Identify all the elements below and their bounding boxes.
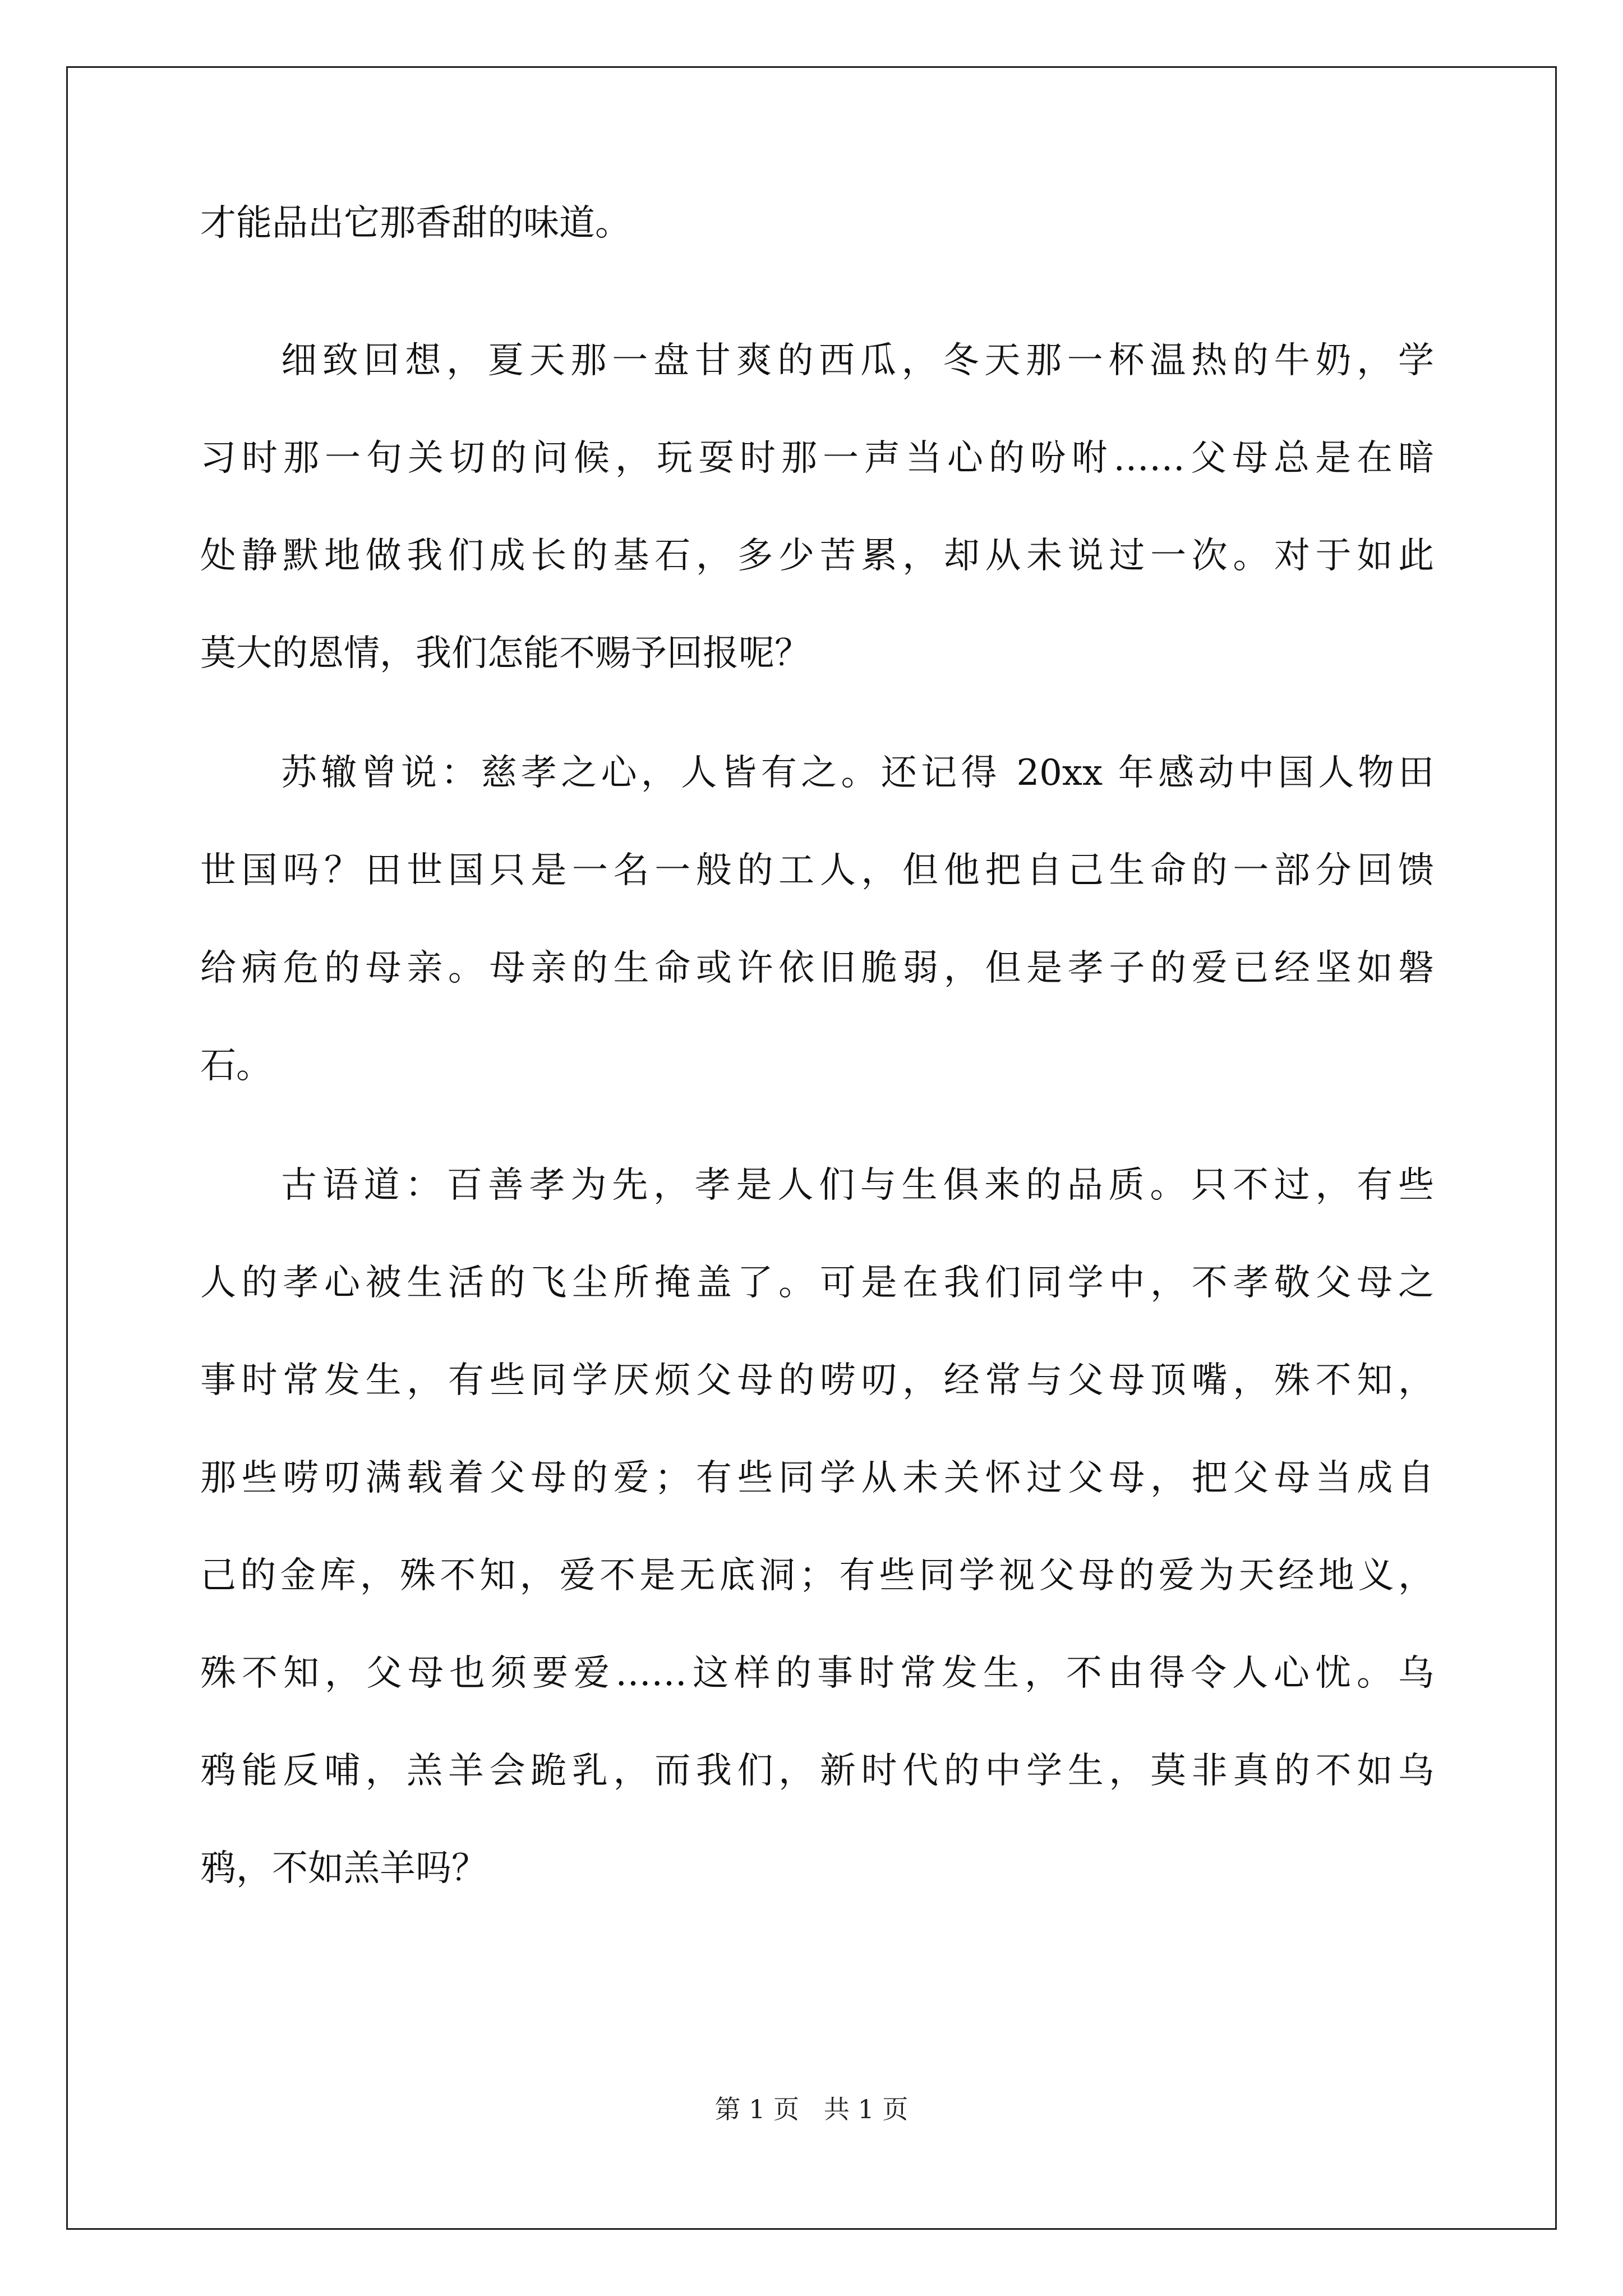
text-line: 细致回想，夏天那一盘甘爽的西瓜，冬天那一杯温热的牛奶，学 [281, 340, 1434, 381]
text-line: 殊不知，父母也须要爱……这样的事时常发生，不由得令人心忧。乌 [200, 1653, 1434, 1694]
text-line: 处静默地做我们成长的基石，多少苦累，却从未说过一次。对于如此 [200, 535, 1434, 577]
text-line: 古语道：百善孝为先，孝是人们与生俱来的品质。只不过，有些 [281, 1165, 1434, 1206]
text-line: 给病危的母亲。母亲的生命或许依旧脆弱，但是孝子的爱已经坚如磐 [200, 947, 1434, 989]
page-number-footer: 第 1 页 共 1 页 [714, 2094, 909, 2124]
text-line: 才能品出它那香甜的味道。 [200, 203, 631, 244]
text-line: 鸦能反哺，羔羊会跪乳，而我们，新时代的中学生，莫非真的不如乌 [200, 1750, 1434, 1792]
page-border [66, 66, 1557, 2230]
text-line: 事时常发生，有些同学厌烦父母的唠叨，经常与父母顶嘴，殊不知， [200, 1360, 1434, 1401]
text-line: 习时那一句关切的问候，玩耍时那一声当心的吩咐……父母总是在暗 [200, 438, 1434, 479]
text-line: 人的孝心被生活的飞尘所掩盖了。可是在我们同学中，不孝敬父母之 [200, 1262, 1434, 1304]
text-line: 己的金库，殊不知，爱不是无底洞；有些同学视父母的爱为天经地义， [200, 1555, 1434, 1596]
text-line: 莫大的恩情，我们怎能不赐予回报呢？ [200, 633, 810, 674]
text-line: 鸦，不如羔羊吗？ [200, 1848, 487, 1889]
text-line: 世国吗？田世国只是一名一般的工人，但他把自己生命的一部分回馈 [200, 850, 1434, 891]
text-line: 苏辙曾说：慈孝之心，人皆有之。还记得 20xx 年感动中国人物田 [281, 752, 1434, 794]
text-line: 那些唠叨满载着父母的爱；有些同学从未关怀过父母，把父母当成自 [200, 1457, 1434, 1499]
text-line: 石。 [200, 1045, 272, 1087]
